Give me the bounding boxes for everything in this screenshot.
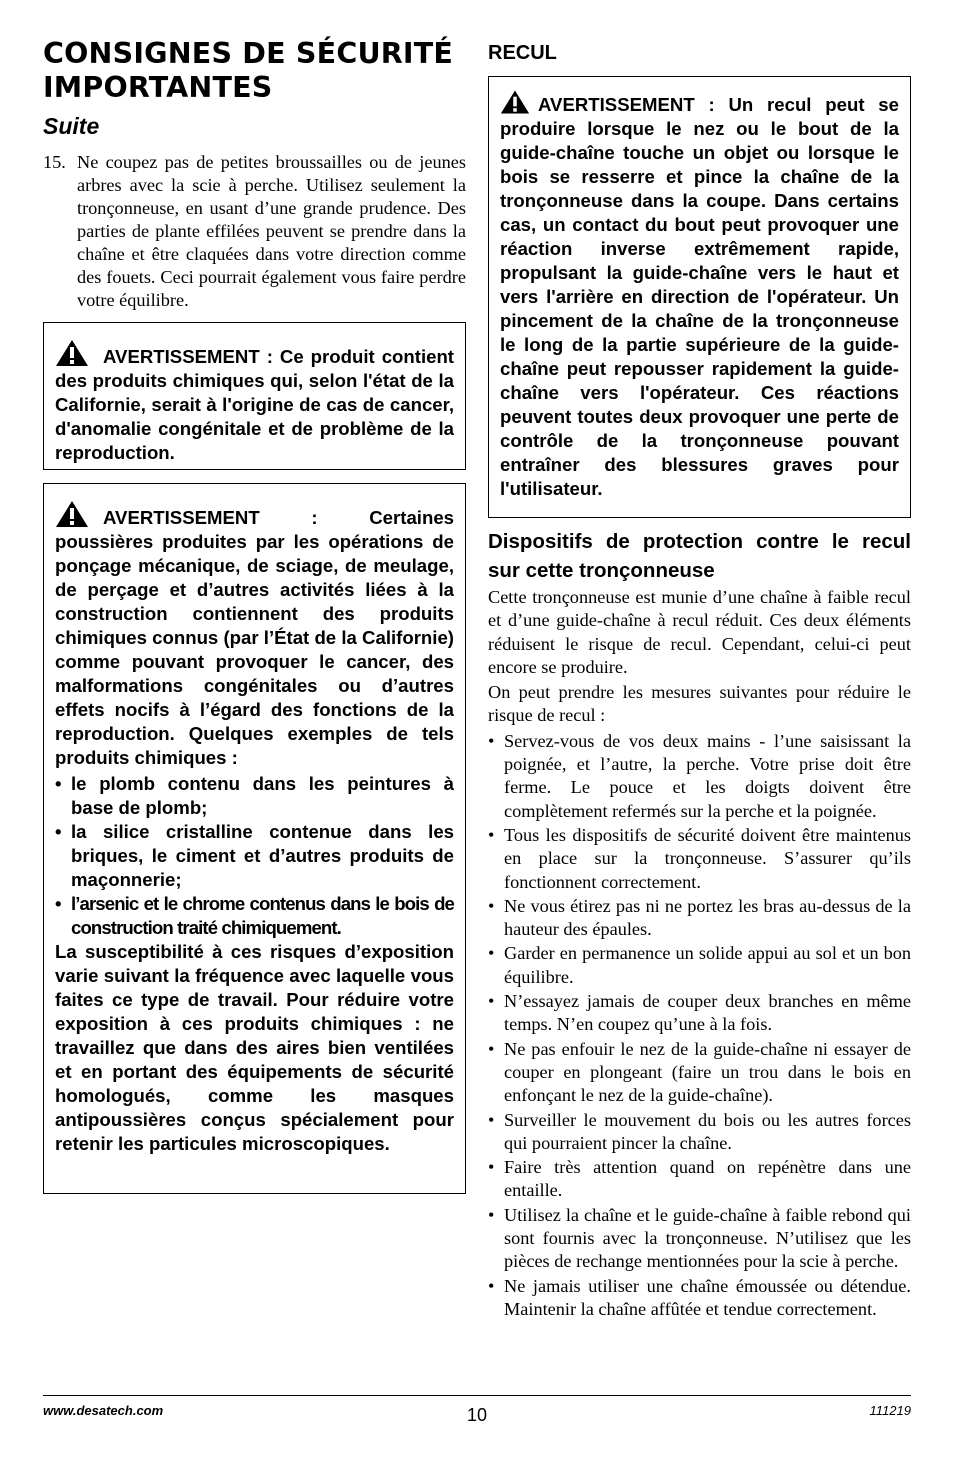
instruction-item-15 xyxy=(43,151,466,312)
bullet-icon: • xyxy=(55,821,62,842)
warning-intro: AVERTISSEMENT : Certaines poussières produites par les opérations de ponçage mécanique, de sciage, de meulage, de perçage et d’autres activités liées à la construction contiennent des produits chimiques connus (par l’État de la Californie) comme pouvant provoquer le cancer, des malformations congénitales ou d’autres effets nocifs à l’égard des fonctions de la reproduction. Quelques exemples de tels produits chimiques : xyxy=(55,507,454,768)
warning-box-california xyxy=(43,322,466,470)
list-item: • Ne pas enfouir le nez de la guide-chaîne ni essayer de couper en plongeant (faire un trou dans le bois en enfonçant le nez de la guide-chaîne). xyxy=(488,1038,911,1106)
list-item: • Servez-vous de vos deux mains - l’une saisissant la poignée, et l’autre, la perche. Votre prise doit être ferme. Le pouce et les doigts doivent être complètement refermés sur la perche et la poignée. xyxy=(488,730,911,821)
warning-box-kickback xyxy=(488,76,911,518)
list-item: • Surveiller le mouvement du bois ou les autres forces qui pourraient pincer la chaîne. xyxy=(488,1109,911,1153)
warning-outro: La susceptibilité à ces risques d’exposition varie suivant la fréquence avec laquelle vous faites ce type de travail. Pour réduire votre exposition à ces produits chimiques : ne travaillez que dans des aires bien ventilées et en portant des équipements de sécurité homologués, comme les masques antipoussières conçus spécialement pour retenir les particules microscopiques. xyxy=(55,941,454,1154)
list-item: • Utilisez la chaîne et le guide-chaîne à faible rebond qui sont fournis avec la tronçonneuse. N’utilisez que les pièces de rechange mentionnées pour la scie à perche. xyxy=(488,1204,911,1272)
bullet-icon: • xyxy=(488,1275,495,1296)
item-number: 15. xyxy=(43,152,66,172)
warning-text: AVERTISSEMENT : Un recul peut se produire lorsque le nez ou le bout de la guide-chaîne touche un objet ou lorsque le bois se resserre et pince la chaîne de la tronçonneuse dans la coupe. Dans certains cas, un contact du bout peut provoquer une réaction inverse extrêmement rapide, propulsant la guide-chaîne vers le haut et vers l'arrière en direction de l'opérateur. Un pincement de la chaîne de la tronçonneuse le long de la partie supérieure de la guide-chaîne peut repousser rapidement la guide-chaîne vers l'opérateur. Ces réactions peuvent toutes deux provoquer une perte de contrôle de la tronçonneuse pouvant entraîner des blessures graves pour l'utilisateur. xyxy=(500,94,899,499)
warning-triangle-icon xyxy=(55,500,89,528)
bullet-icon: • xyxy=(488,1157,495,1178)
warning-triangle-icon xyxy=(55,339,89,367)
bullet-icon: • xyxy=(55,893,61,914)
item-text: Ne coupez pas de petites broussailles ou de jeunes arbres avec la scie à perche. Utilisez seulement la tronçonneuse, en usant d’une grande prudence. Des parties de plante effilées peuvent se prendre dans la chaîne et être claquées dans votre direction comme des fouets. Ceci pourrait également vous faire perdre votre équilibre. xyxy=(77,152,466,310)
page-title xyxy=(43,37,453,105)
footer-divider xyxy=(43,1395,911,1396)
section-heading-recul: RECUL xyxy=(488,42,557,64)
list-item: • Faire très attention quand on repénètre dans une entaille. xyxy=(488,1157,911,1201)
page-title-line1: CONSIGNES DE SÉCURITÉ xyxy=(43,37,454,70)
paragraph: Cette tronçonneuse est munie d’une chaîne à faible recul et d’une guide-chaîne à recul réduit. Ces deux éléments réduisent le risque de recul. Cependant, celui-ci peut encore se produire. xyxy=(488,587,911,677)
document-code: 111219 xyxy=(869,1403,911,1418)
warning-text: AVERTISSEMENT : Ce produit contient des produits chimiques qui, selon l'état de la Californie, serait à l'origine de cas de cancer, d'anomalie congénitale et de problème de la reproduction. xyxy=(55,346,454,463)
page-title-line2: IMPORTANTES xyxy=(43,71,273,104)
list-item: • Ne vous étirez pas ni ne portez les bras au-dessus de la hauteur des épaules. xyxy=(488,895,911,940)
footer-url: www.desatech.com xyxy=(43,1403,164,1418)
bullet-icon: • xyxy=(488,895,495,916)
bullet-icon: • xyxy=(488,1109,495,1130)
paragraph: On peut prendre les mesures suivantes pour réduire le risque de recul : xyxy=(488,682,911,726)
page-subtitle: Suite xyxy=(43,113,100,139)
bullet-icon: • xyxy=(488,1204,495,1225)
list-item: • N’essayez jamais de couper deux branches en même temps. N’en coupez qu’une à la fois. xyxy=(488,991,911,1035)
protection-body xyxy=(488,586,911,1322)
list-item: • Tous les dispositifs de sécurité doivent être maintenus en place sur la tronçonneuse. S’assurer qu’ils fonctionnent correctement. xyxy=(488,824,911,892)
list-item: • Garder en permanence un solide appui au sol et un bon équilibre. xyxy=(488,943,911,987)
bullet-icon: • xyxy=(488,943,495,964)
bullet-icon: • xyxy=(488,991,495,1012)
list-item: • le plomb contenu dans les peintures à base de plomb; xyxy=(55,773,454,818)
warning-box-dust xyxy=(43,483,466,1194)
chemical-examples-list xyxy=(55,772,454,940)
page-number: 10 xyxy=(466,1405,488,1425)
bullet-icon: • xyxy=(488,730,495,751)
list-item: • l’arsenic et le chrome contenus dans le bois de construction traité chimiquement. xyxy=(55,893,454,938)
list-item: • la silice cristalline contenue dans les briques, le ciment et d’autres produits de maçonnerie; xyxy=(55,821,454,890)
list-item: • Ne jamais utiliser une chaîne émoussée ou détendue. Maintenir la chaîne affûtée et tendue correctement. xyxy=(488,1275,911,1319)
bullet-icon: • xyxy=(55,773,62,794)
warning-triangle-icon xyxy=(500,89,530,115)
kickback-measures-list xyxy=(488,730,911,1321)
bullet-icon: • xyxy=(488,824,495,845)
bullet-icon: • xyxy=(488,1038,495,1059)
section-heading-protection: Dispositifs de protection contre le recul sur cette tronçonneuse xyxy=(488,530,911,582)
